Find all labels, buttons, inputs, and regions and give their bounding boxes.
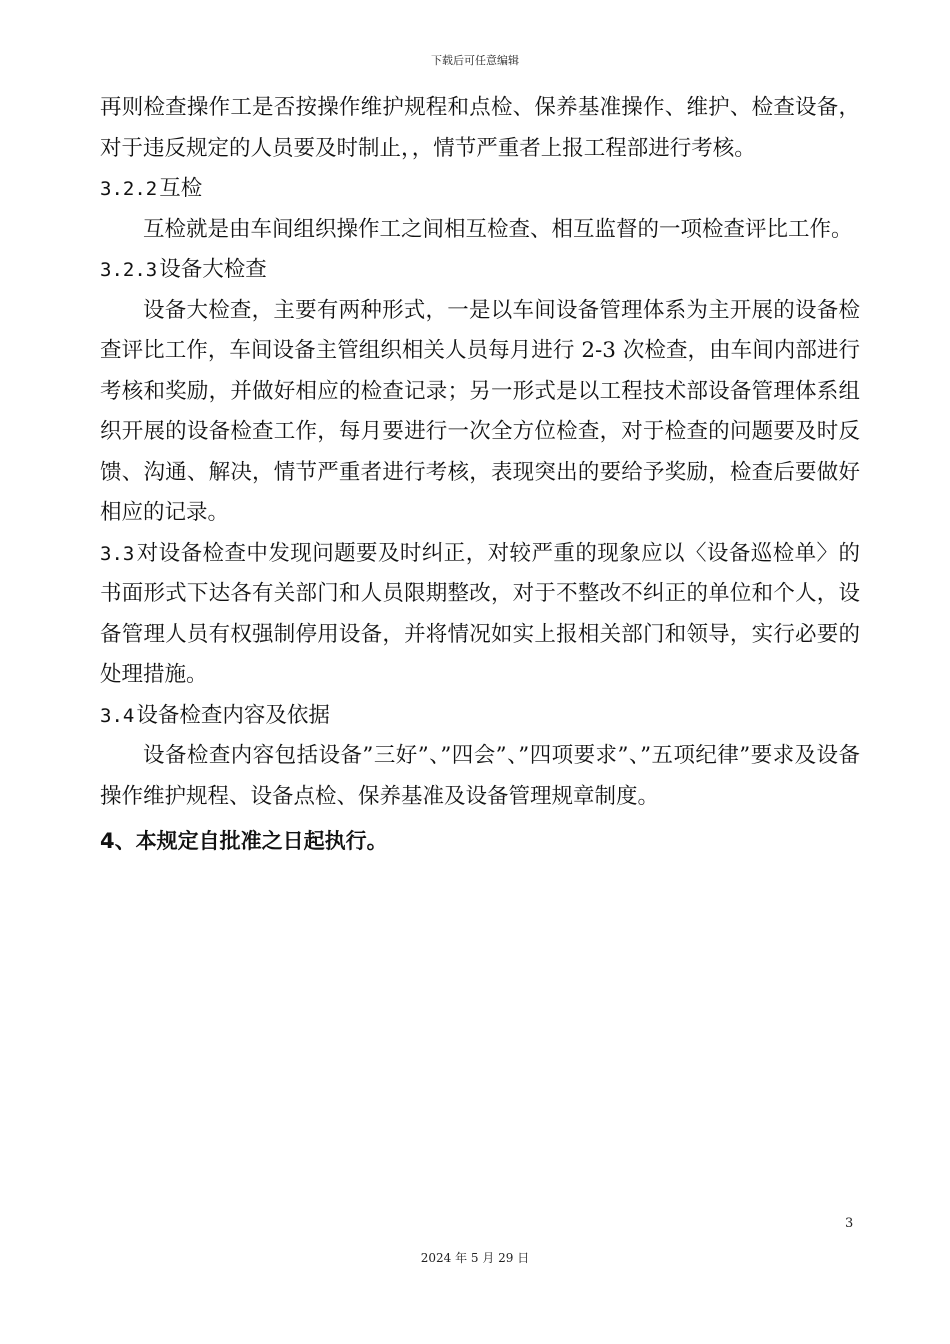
- page-header: 下载后可任意编辑: [431, 54, 519, 67]
- section-title: 设备大检查: [159, 257, 267, 282]
- section-3-3: [100, 534, 860, 696]
- page-number: 3: [845, 1216, 854, 1231]
- section-text: 对设备检查中发现问题要及时纠正，对较严重的现象应以〈设备巡检单〉的书面形式下达各有关部门和人员限期整改，对于不整改不纠正的单位和个人，设备管理人员有权强制停用设备，并将情况如实上报相关部门和领导，实行必要的处理措施。: [100, 540, 860, 687]
- section-heading-3-2-3: [100, 250, 860, 291]
- paragraph-inspection-content: 设备检查内容包括设备”三好”、”四会”、”四项要求”、”五项纪律”要求及设备操作维护规程、设备点检、保养基准及设备管理规章制度。: [100, 743, 860, 809]
- footer-date: 2024 年 5 月 29 日: [420, 1251, 530, 1265]
- section-title: 设备检查内容及依据: [136, 702, 330, 728]
- section-heading-3-2-2: [100, 169, 860, 210]
- paragraph-major-inspection: 设备大检查，主要有两种形式，一是以车间设备管理体系为主开展的设备检查评比工作，车间设备主管组织相关人员每月进行 2-3 次检查，由车间内部进行考核和奖励，并做好相应的检查记录；另一形式是以工程技术部设备管理体系组织开展的设备检查工作，每月要进行一次全方位检查，对于检查的问题要及时反馈、沟通、解决，情节严重者进行考核，表现突出的要给予奖励，检查后要做好相应的记录。: [100, 297, 860, 525]
- section-number: 3.2.2: [100, 178, 158, 200]
- section-title: 互检: [159, 176, 203, 201]
- section-number: 3.3: [100, 542, 135, 565]
- document-body: [100, 88, 860, 862]
- section-number: 3.2.3: [100, 259, 158, 281]
- paragraph-continuation: 再则检查操作工是否按操作维护规程和点检、保养基准操作、维护、检查设备，对于违反规定的人员要及时制止，，情节严重者上报工程部进行考核。: [100, 95, 860, 161]
- final-clause: 4、本规定自批准之日起执行。: [100, 829, 388, 853]
- section-number: 3.4: [100, 704, 135, 727]
- paragraph-mutual-inspection: 互检就是由车间组织操作工之间相互检查、相互监督的一项检查评比工作。: [143, 216, 853, 242]
- section-heading-3-4: [100, 696, 860, 737]
